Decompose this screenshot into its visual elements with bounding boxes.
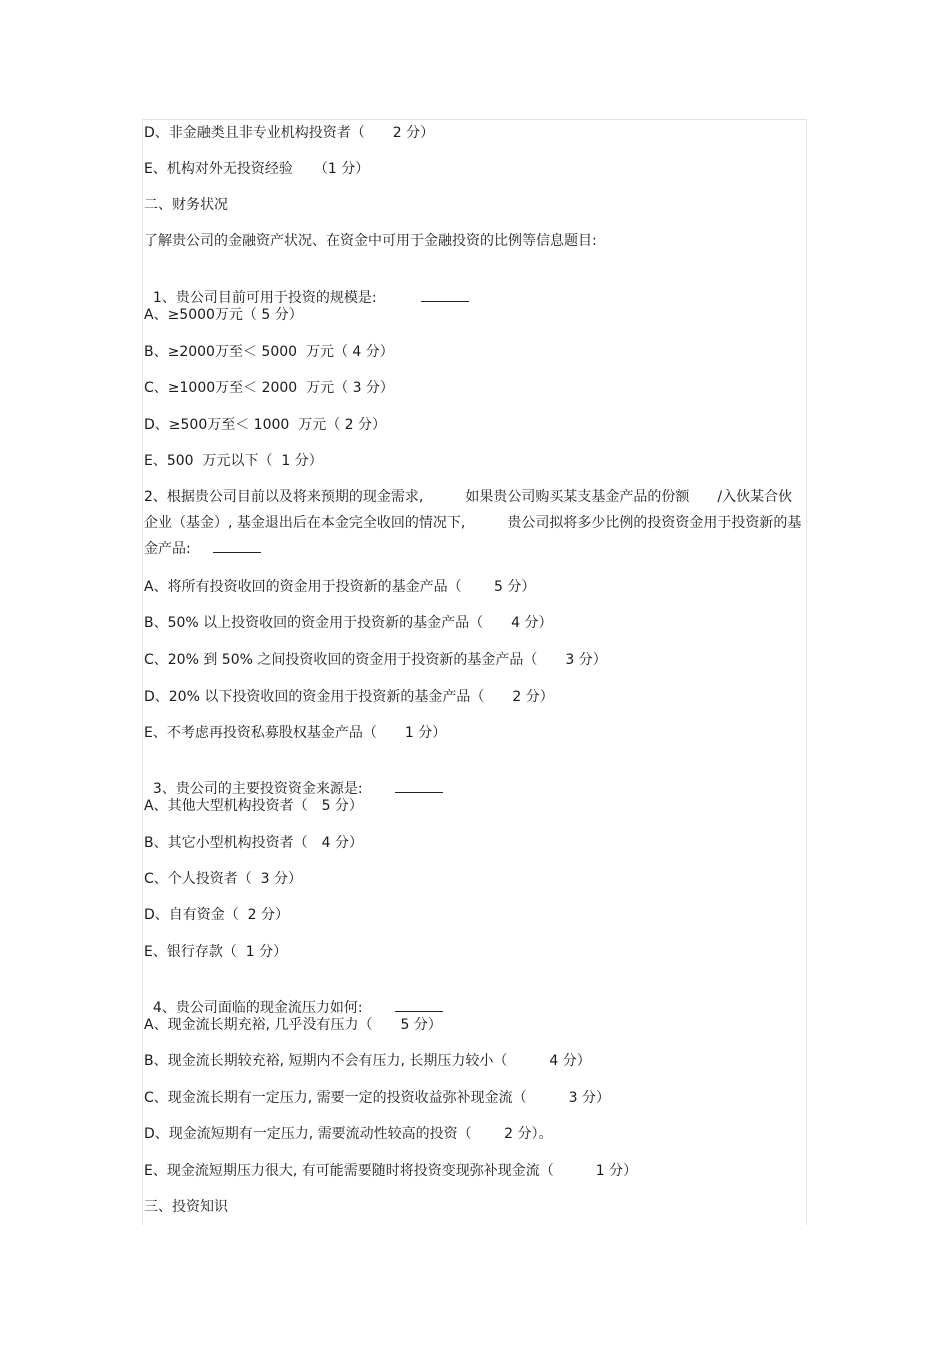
q2-option-b: B、50% 以上投资收回的资金用于投资新的基金产品（ 4 分） [144,615,553,631]
q3-option-c: C、个人投资者（ 3 分） [144,871,303,887]
page-border-right [806,119,807,1225]
q3-option-a: A、其他大型机构投资者（ 5 分） [144,798,363,814]
section-intro: 了解贵公司的金融资产状况、在资金中可用于金融投资的比例等信息题目: [144,233,597,249]
question-4-row [144,979,443,1017]
option-e-no-experience: E、机构对外无投资经验 （1 分） [144,161,370,177]
q1-option-b: B、≥2000万至＜ 5000 万元（ 4 分） [144,344,394,360]
q1-option-e: E、500 万元以下（ 1 分） [144,453,323,469]
option-d-non-financial: D、非金融类且非专业机构投资者（ 2 分） [144,125,435,141]
q2-option-e: E、不考虑再投资私募股权基金产品（ 1 分） [144,725,447,741]
page-border-top [142,119,807,120]
question-3-text: 3、贵公司的主要投资资金来源是: [152,781,363,797]
q1-option-d: D、≥500万至＜ 1000 万元（ 2 分） [144,417,387,433]
q4-option-a: A、现金流长期充裕, 几乎没有压力（ 5 分） [144,1017,442,1033]
q3-option-d: D、自有资金（ 2 分） [144,907,290,923]
q1-option-c: C、≥1000万至＜ 2000 万元（ 3 分） [144,380,394,396]
q4-option-c: C、现金流长期有一定压力, 需要一定的投资收益弥补现金流（ 3 分） [144,1090,611,1106]
answer-blank-3[interactable] [395,778,443,793]
q3-option-e: E、银行存款（ 1 分） [144,944,288,960]
question-1-text: 1、贵公司目前可用于投资的规模是: [152,290,377,306]
question-1-row [144,269,469,307]
q4-option-e: E、现金流短期压力很大, 有可能需要随时将投资变现弥补现金流（ 1 分） [144,1163,638,1179]
question-4-text: 4、贵公司面临的现金流压力如何: [152,1000,363,1016]
answer-blank-4[interactable] [395,997,443,1012]
section-heading-financial-status: 二、财务状况 [144,197,228,213]
q4-option-d: D、现金流短期有一定压力, 需要流动性较高的投资（ 2 分）。 [144,1126,553,1142]
q3-option-b: B、其它小型机构投资者（ 4 分） [144,835,363,851]
q1-option-a: A、≥5000万元（ 5 分） [144,307,303,323]
answer-blank-1[interactable] [421,287,469,302]
q2-option-d: D、20% 以下投资收回的资金用于投资新的基金产品（ 2 分） [144,689,554,705]
question-2-text: 2、根据贵公司目前以及将来预期的现金需求, 如果贵公司购买某支基金产品的份额 /入伙某合伙企业（基金）, 基金退出后在本金完全收回的情况下, 贵公司拟将多少比例的投资资金用于投资新的基金产品: [144,489,802,557]
answer-blank-2[interactable] [213,538,261,553]
question-2-block [144,484,804,562]
q2-option-a: A、将所有投资收回的资金用于投资新的基金产品（ 5 分） [144,579,536,595]
page-border-left [142,119,143,1225]
q4-option-b: B、现金流长期较充裕, 短期内不会有压力, 长期压力较小（ 4 分） [144,1053,591,1069]
question-3-row [144,760,443,798]
section-heading-investment-knowledge: 三、投资知识 [144,1199,228,1215]
q2-option-c: C、20% 到 50% 之间投资收回的资金用于投资新的基金产品（ 3 分） [144,652,607,668]
